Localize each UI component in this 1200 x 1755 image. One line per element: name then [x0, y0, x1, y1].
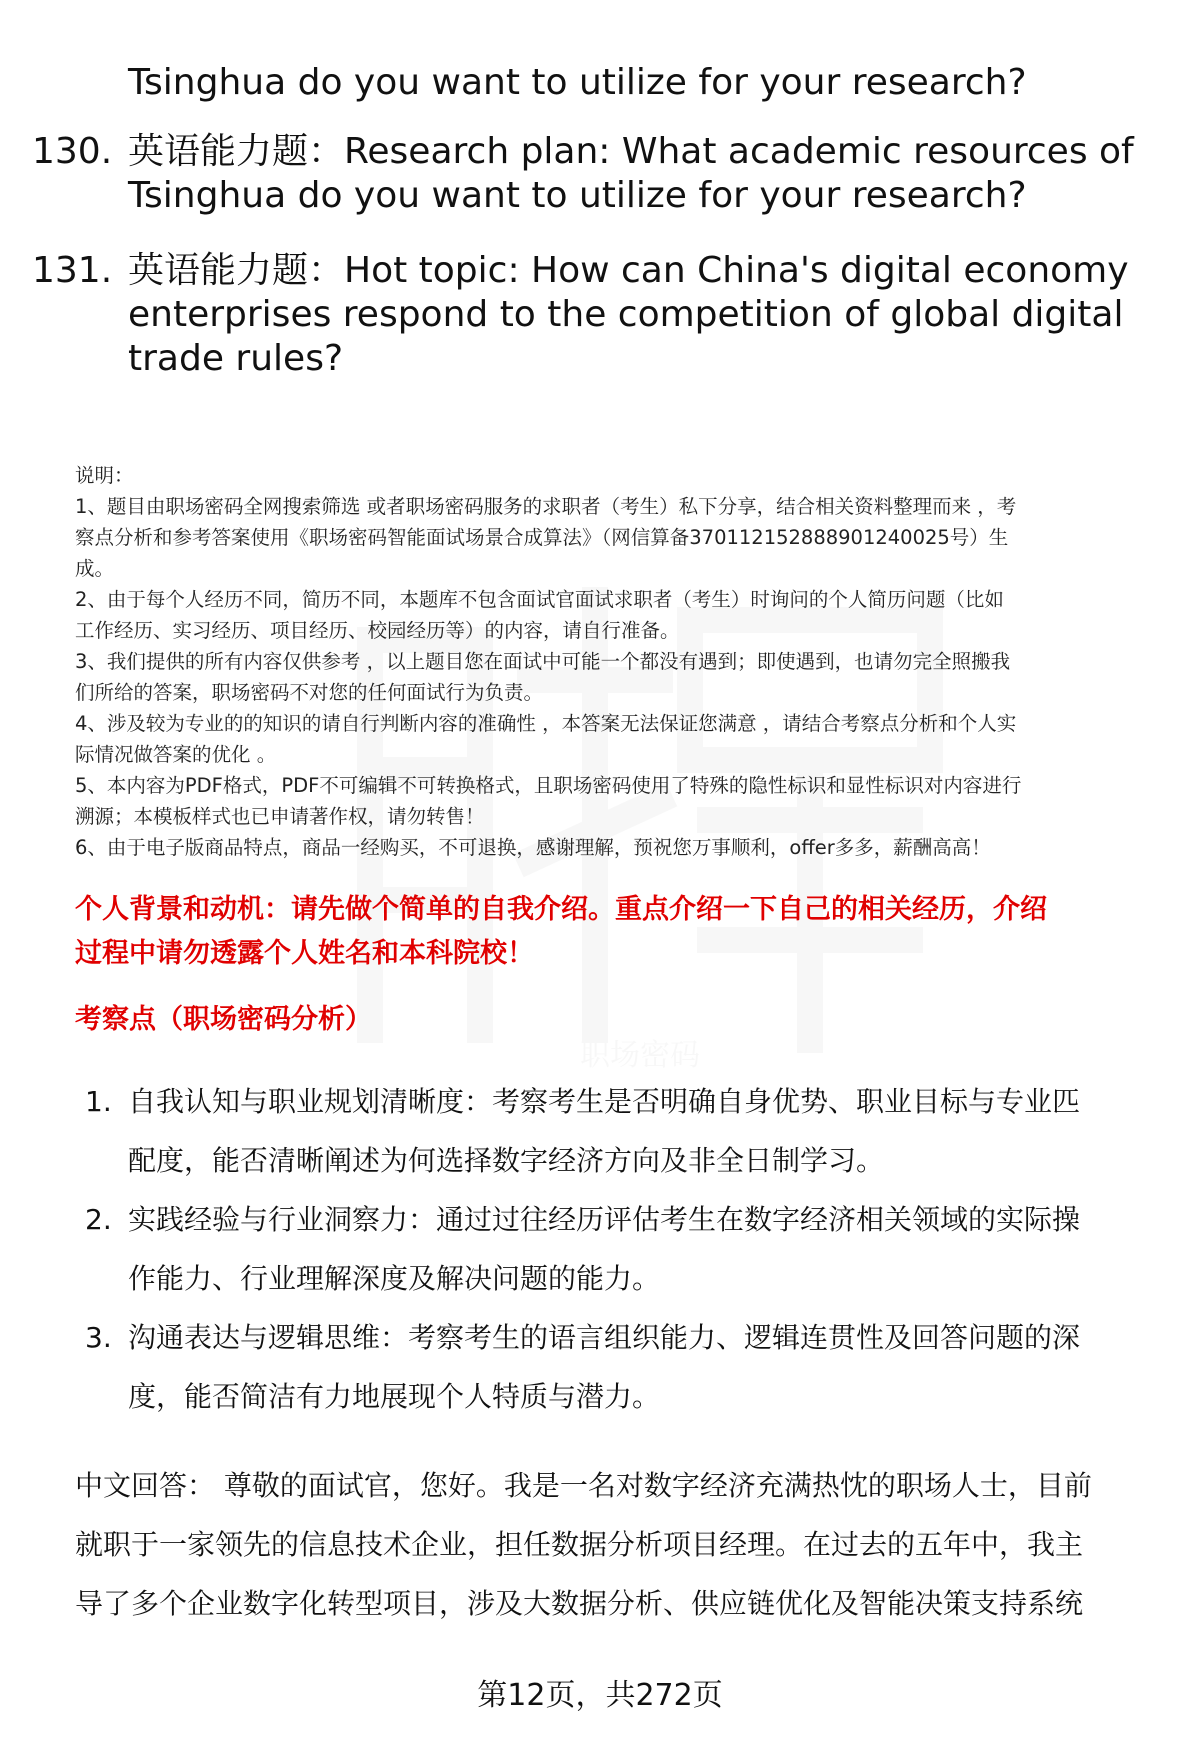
list-item-line: 配度，能否清晰阐述为何选择数字经济方向及非全日制学习。 [128, 1144, 885, 1177]
question-130-line-1: 英语能力题：Research plan: What academic resources of [128, 131, 1134, 172]
notes-heading: 说明： [75, 464, 134, 487]
question-131-line-3: trade rules? [128, 338, 344, 379]
answer-line: 导了多个企业数字化转型项目，涉及大数据分析、供应链优化及智能决策支持系统 [75, 1587, 1084, 1620]
question-title-line-2: 过程中请勿透露个人姓名和本科院校！ [75, 938, 534, 969]
question-130-line-2: Tsinghua do you want to utilize for your research? [128, 175, 1027, 216]
list-item [75, 1308, 1165, 1426]
answer-line: 就职于一家领先的信息技术企业，担任数据分析项目经理。在过去的五年中，我主 [75, 1528, 1084, 1561]
analysis-heading: 考察点（职场密码分析） [75, 1004, 372, 1035]
notes-line: 2、由于每个人经历不同，简历不同，本题库不包含面试官面试求职者（考生）时询问的个人简历问题（比如 [75, 588, 1004, 611]
notes-line: 察点分析和参考答案使用《职场密码智能面试场景合成算法》（网信算备370112152888901240025号）生 [75, 526, 1009, 549]
disclaimer-notes [75, 460, 1165, 863]
notes-line: 们所给的答案，职场密码不对您的任何面试行为负责。 [75, 681, 544, 704]
list-item-number: 2. [85, 1203, 112, 1236]
watermark-text: 职场密码 [580, 1038, 700, 1073]
notes-line: 溯源；本模板样式也已申请著作权，请勿转售！ [75, 805, 485, 828]
list-item-line: 实践经验与行业洞察力：通过过往经历评估考生在数字经济相关领域的实际操 [128, 1203, 1081, 1236]
list-item-line: 沟通表达与逻辑思维：考察考生的语言组织能力、逻辑连贯性及回答问题的深 [128, 1321, 1081, 1354]
notes-line: 3、我们提供的所有内容仅供参考 ，以上题目您在面试中可能一个都没有遇到；即使遇到，也请勿完全照搬我 [75, 650, 1011, 673]
answer-line: 中文回答： 尊敬的面试官，您好。我是一名对数字经济充满热忱的职场人士，目前 [75, 1469, 1092, 1502]
notes-line: 5、本内容为PDF格式，PDF不可编辑不可转换格式，且职场密码使用了特殊的隐性标识和显性标识对内容进行 [75, 774, 1022, 797]
question-title-line-1: 个人背景和动机：请先做个简单的自我介绍。重点介绍一下自己的相关经历，介绍 [75, 894, 1047, 925]
list-item [75, 1190, 1165, 1308]
analysis-point-list [75, 1072, 1165, 1426]
notes-line: 工作经历、实习经历、项目经历、校园经历等）的内容，请自行准备。 [75, 619, 680, 642]
list-item-number: 3. [85, 1321, 112, 1354]
question-130-number: 130. [32, 131, 113, 172]
notes-line: 6、由于电子版商品特点，商品一经购买，不可退换，感谢理解，预祝您万事顺利，offer多多，薪酬高高！ [75, 836, 991, 859]
question-129-tail: Tsinghua do you want to utilize for your research? [128, 62, 1027, 103]
notes-line: 4、涉及较为专业的的知识的请自行判断内容的准确性 ，本答案无法保证您满意 ，请结合考察点分析和个人实 [75, 712, 1017, 735]
question-131-line-2: enterprises respond to the competition of global digital [128, 294, 1124, 335]
notes-line: 际情况做答案的优化 。 [75, 743, 277, 766]
question-131-line-1: 英语能力题：Hot topic: How can China's digital economy [128, 250, 1129, 291]
list-item-line: 自我认知与职业规划清晰度：考察考生是否明确自身优势、职业目标与专业匹 [128, 1085, 1081, 1118]
page-number: 第12页，共272页 [477, 1678, 723, 1713]
list-item-number: 1. [85, 1085, 112, 1118]
list-item-line: 度，能否简洁有力地展现个人特质与潜力。 [128, 1380, 661, 1413]
list-item [75, 1072, 1165, 1190]
answer-paragraph [75, 1456, 1165, 1633]
list-item-line: 作能力、行业理解深度及解决问题的能力。 [128, 1262, 661, 1295]
notes-line: 成。 [75, 557, 115, 580]
notes-line: 1、题目由职场密码全网搜索筛选 或者职场密码服务的求职者（考生）私下分享，结合相关资料整理而来 ，考 [75, 495, 1017, 518]
question-131-number: 131. [32, 250, 113, 291]
